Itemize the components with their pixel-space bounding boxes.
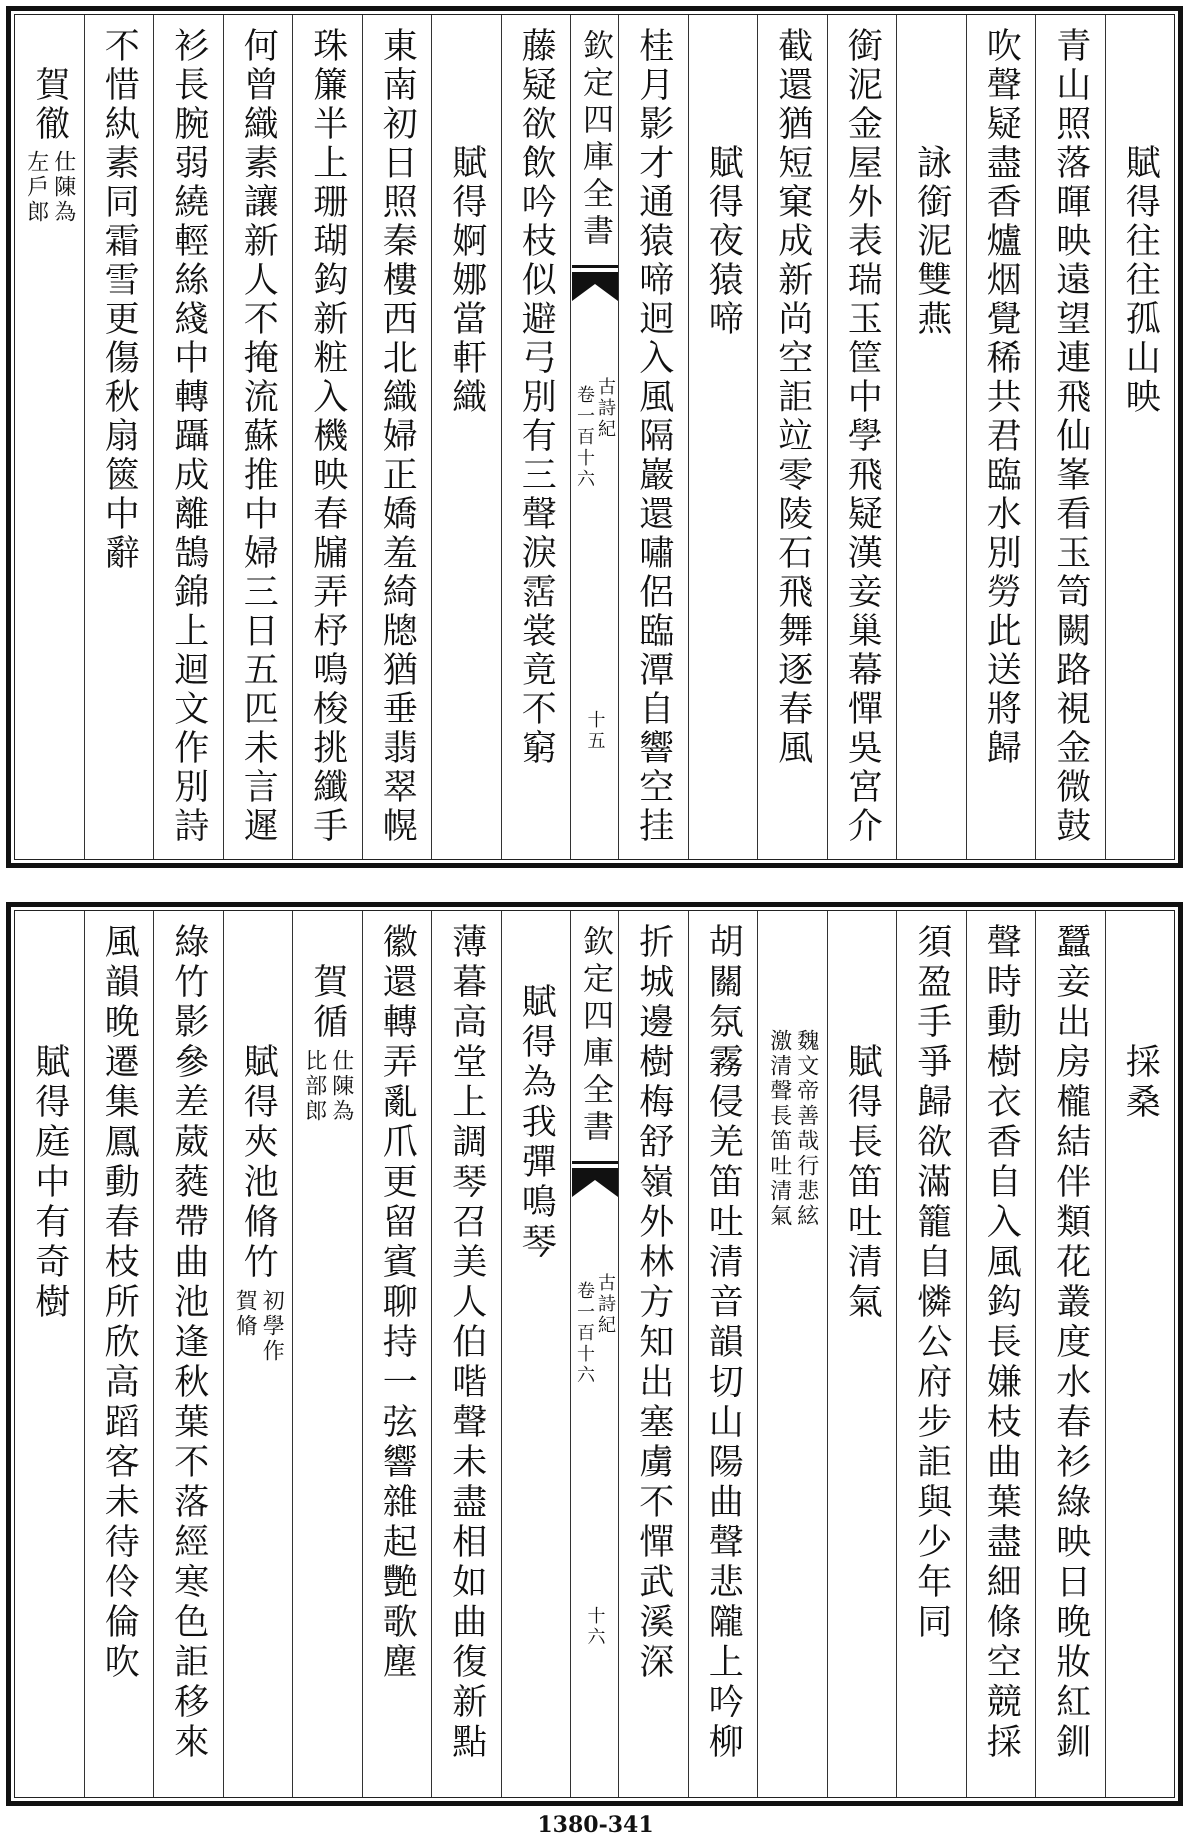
poem-title	[896, 15, 966, 859]
author-note-right: 仕陳為	[50, 150, 76, 225]
poem-title-text: 詠銜泥雙燕	[911, 144, 952, 339]
book-title: 古詩紀	[595, 1273, 616, 1336]
leaf-number: 十六	[584, 1606, 606, 1648]
poem-title-text: 賦得往往孤山映	[1120, 144, 1161, 417]
leaf-number: 十五	[584, 710, 606, 752]
poem-line-column	[362, 15, 432, 859]
series-title: 欽定四庫全書	[577, 29, 613, 251]
author-note-right: 仕陳為	[328, 1049, 354, 1124]
poem-title	[501, 911, 571, 1797]
poem-title-text: 採桑	[1120, 1043, 1161, 1123]
poem-line-column	[966, 15, 1036, 859]
poem-text: 風韻晚遷集鳳動春枝所欣高蹈客未待伶倫吹	[99, 923, 140, 1683]
fold-notes	[575, 377, 614, 490]
poem-title	[1105, 15, 1175, 859]
fold-column	[570, 15, 618, 859]
volume-number: 卷一百十六	[574, 385, 595, 490]
volume-number: 卷一百十六	[574, 1281, 595, 1386]
poem-line-column	[1035, 15, 1105, 859]
author-name: 賀循	[307, 963, 348, 1043]
poem-line-column	[688, 911, 758, 1797]
poem-text: 聲時動樹衣香自入風鈎長嫌枝曲葉盡細條空競採	[981, 923, 1022, 1763]
poem-text: 東南初日照秦樓西北織婦正嬌羞綺牕猶垂翡翠幌	[377, 27, 418, 846]
poem-text: 吹聲疑盡香爐烟覺稀共君臨水別勞此送將歸	[981, 27, 1022, 768]
page-number: 1380-341	[537, 1812, 654, 1838]
poem-text: 銜泥金屋外表瑞玉筐中學飛疑漢妾巢幕憚吳宮介	[842, 27, 883, 846]
poem-line-column	[292, 15, 362, 859]
author-line	[15, 15, 84, 859]
top-half-page	[6, 6, 1183, 868]
poem-text: 須盈手爭歸欲滿籠自憐公府步詎與少年同	[911, 923, 952, 1643]
quotation-note-column	[757, 911, 827, 1797]
author-name: 賀徹	[29, 66, 70, 144]
attribution-note	[232, 1289, 285, 1364]
poem-line-column	[501, 15, 571, 859]
poem-title	[1105, 911, 1175, 1797]
poem-title	[827, 911, 897, 1797]
poem-line-column	[757, 15, 827, 859]
poem-text: 何曾織素讓新人不掩流蘇推中婦三日五匹未言遲	[238, 27, 279, 846]
fishtail-mark-icon	[572, 1161, 618, 1199]
poem-line-column	[84, 15, 154, 859]
poem-text: 蠶妾出房櫳結伴類花叢度水春衫綠映日晚妝紅釧	[1050, 923, 1091, 1763]
poem-text: 截還猶短窠成新尚空詎竝零陵石飛舞逐春風	[772, 27, 813, 768]
quotation-note-left: 激清聲長笛吐清氣	[766, 1029, 792, 1229]
poem-text: 藤疑欲飲吟枝似避弓別有三聲淚霑裳竟不窮	[516, 27, 557, 768]
fishtail-mark-icon	[572, 265, 618, 303]
author-note	[25, 150, 74, 225]
author-note	[303, 1049, 352, 1124]
poem-line-column	[827, 15, 897, 859]
author-note-left: 左戶郎	[23, 150, 49, 225]
quotation-note-right: 魏文帝善哉行悲絃	[793, 1029, 819, 1229]
poem-line-column	[362, 911, 432, 1797]
attribution-note-left: 賀脩	[232, 1289, 258, 1339]
poem-title-text: 賦得夾池脩竹	[238, 1043, 279, 1283]
poem-title-text: 賦得長笛吐清氣	[842, 1043, 883, 1323]
poem-title	[223, 911, 293, 1797]
series-title: 欽定四庫全書	[577, 925, 613, 1147]
author-line	[292, 911, 362, 1797]
poem-text: 薄暮高堂上調琴召美人伯喈聲未盡相如曲復新點	[446, 923, 487, 1763]
bottom-text-frame	[14, 910, 1175, 1798]
poem-text: 綠竹影參差葳蕤帶曲池逢秋葉不落經寒色詎移來	[168, 923, 209, 1763]
poem-title-text: 賦得庭中有奇樹	[29, 1043, 70, 1323]
poem-text: 青山照落暉映遠望連飛仙峯看玉笥闕路視金微鼓	[1050, 27, 1091, 846]
quotation-note	[768, 1029, 817, 1229]
attribution-note-right: 初學作	[259, 1289, 285, 1364]
fold-column	[570, 911, 618, 1797]
poem-title	[431, 15, 501, 859]
poem-title-text: 賦得為我彈鳴琴	[516, 983, 557, 1263]
top-text-frame	[14, 14, 1175, 860]
poem-line-column	[966, 911, 1036, 1797]
poem-line-column	[618, 15, 688, 859]
poem-title-text: 賦得婀娜當軒織	[446, 144, 487, 417]
poem-text: 不惜紈素同霜雪更傷秋扇篋中辭	[99, 27, 140, 573]
poem-line-column	[431, 911, 501, 1797]
poem-line-column	[84, 911, 154, 1797]
poem-text: 胡關氛霧侵羌笛吐清音韻切山陽曲聲悲隴上吟柳	[703, 923, 744, 1763]
bottom-half-page	[6, 902, 1183, 1806]
book-title: 古詩紀	[595, 377, 616, 440]
poem-text: 徽還轉弄亂爪更留賓聊持一弦響雜起艷歌塵	[377, 923, 418, 1683]
poem-line-column	[618, 911, 688, 1797]
poem-line-column	[153, 911, 223, 1797]
poem-text: 衫長腕弱繞輕絲綫中轉躡成離鵠錦上迴文作別詩	[168, 27, 209, 846]
poem-line-column	[896, 911, 966, 1797]
poem-line-column	[223, 15, 293, 859]
poem-title-text: 賦得夜猿啼	[703, 144, 744, 339]
poem-line-column	[1035, 911, 1105, 1797]
poem-text: 折城邊樹梅舒嶺外林方知出塞虜不憚武溪深	[633, 923, 674, 1683]
poem-title	[15, 911, 84, 1797]
author-note-left: 比部郎	[301, 1049, 327, 1124]
fold-notes	[575, 1273, 614, 1386]
poem-title	[688, 15, 758, 859]
poem-text: 桂月影才通猿啼迥入風隔巖還嘯侶臨潭自響空挂	[633, 27, 674, 846]
poem-line-column	[153, 15, 223, 859]
poem-text: 珠簾半上珊瑚鈎新粧入機映春牖弄杼鳴梭挑纖手	[307, 27, 348, 846]
